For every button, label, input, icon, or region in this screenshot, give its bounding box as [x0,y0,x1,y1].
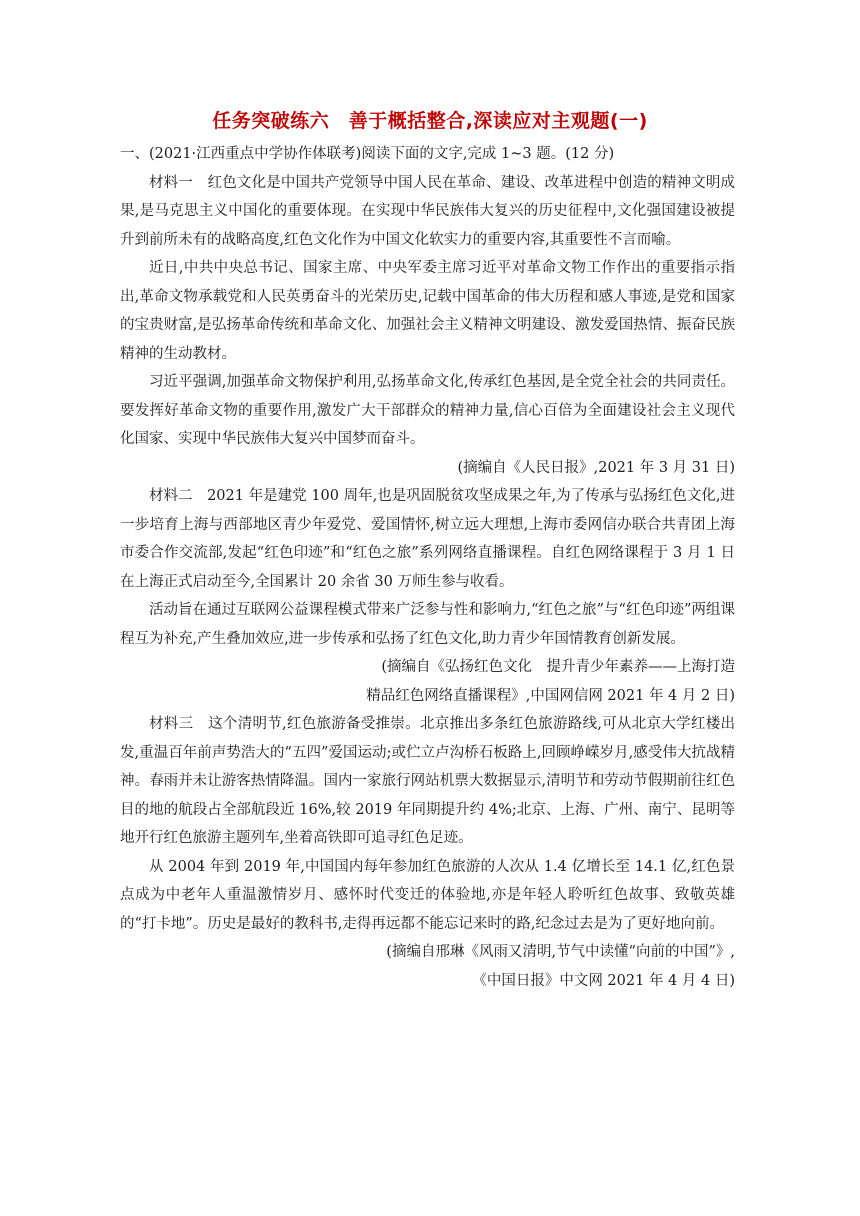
material3-paragraph-1: 材料三 这个清明节,红色旅游备受推崇。北京推出多条红色旅游路线,可从北京大学红楼出发,重温百年前声势浩大的“五四”爱国运动;或伫立卢沟桥石板路上,回顾峥嵘岁月,感受伟大抗战精神。春雨并未让游客热情降温。国内一家旅行网站机票大数据显示,清明节和劳动节假期前往红色目的地的航段占全部航段近 16%,较 2019 年同期提升约 4%;北京、上海、广州、南宁、昆明等地开行红色旅游主题列车,坐着高铁即可追寻红色足迹。 [120,716,735,846]
material3-paragraph-2: 从 2004 年到 2019 年,中国国内每年参加红色旅游的人次从 1.4 亿增长至 14.1 亿,红色景点成为中老年人重温激情岁月、感怀时代变迁的体验地,亦是年轻人聆听红色故事、致敬英雄的“打卡地”。历史是最好的教科书,走得再远都不能忘记来时的路,纪念过去是为了更好地向前。 [120,858,735,932]
material2-source-line-1: (摘编自《弘扬红色文化 提升青少年素养——上海打造 [381,659,735,675]
question-prompt: 一、(2021·江西重点中学协作体联考)阅读下面的文字,完成 1~3 题。(12 分) [120,146,615,162]
material1-paragraph-3: 习近平强调,加强革命文物保护利用,弘扬革命文化,传承红色基因,是全党全社会的共同责任。要发挥好革命文物的重要作用,激发广大干部群众的精神力量,信心百倍为全面建设社会主义现代化国家、实现中华民族伟大复兴中国梦而奋斗。 [120,374,735,447]
material3-source-line-2: 《中国日报》中文网 2021 年 4 月 4 日) [472,972,735,989]
material1-source: (摘编自《人民日报》,2021 年 3 月 31 日) [457,459,735,476]
article-body [120,140,735,995]
material2-paragraph-1: 材料二 2021 年是建党 100 周年,也是巩固脱贫攻坚成果之年,为了传承与弘扬红色文化,进一步培育上海与西部地区青少年爱党、爱国情怀,树立远大理想,上海市委网信办联合共青团上海市委合作交流部,发起“红色印迹”和“红色之旅”系列网络直播课程。自红色网络课程于 3 月 1 日在上海正式启动至今,全国累计 20 余省 30 万师生参与收看。 [120,488,735,590]
material2-paragraph-2: 活动旨在通过互联网公益课程模式带来广泛参与性和影响力,“红色之旅”与“红色印迹”两组课程互为补充,产生叠加效应,进一步传承和弘扬了红色文化,助力青少年国情教育创新发展。 [120,602,735,647]
material1-paragraph-2: 近日,中共中央总书记、国家主席、中央军委主席习近平对革命文物工作作出的重要指示指出,革命文物承载党和人民英勇奋斗的光荣历史,记载中国革命的伟大历程和感人事迹,是党和国家的宝贵财富,是弘扬革命传统和革命文化、加强社会主义精神文明建设、激发爱国热情、振奋民族精神的生动教材。 [120,260,735,362]
page-title: 任务突破练六 善于概括整合,深读应对主观题(一) [212,110,648,132]
material3-source-line-1: (摘编自邢琳《风雨又清明,节气中读懂“向前的中国”》, [386,944,735,960]
material2-source-line-2: 精品红色网络直播课程》,中国网信网 2021 年 4 月 2 日) [366,687,735,704]
material1-paragraph-1: 材料一 红色文化是中国共产党领导中国人民在革命、建设、改革进程中创造的精神文明成果,是马克思主义中国化的重要体现。在实现中华民族伟大复兴的历史征程中,文化强国建设被提升到前所未有的战略高度,红色文化作为中国文化软实力的重要内容,其重要性不言而喻。 [120,174,735,248]
